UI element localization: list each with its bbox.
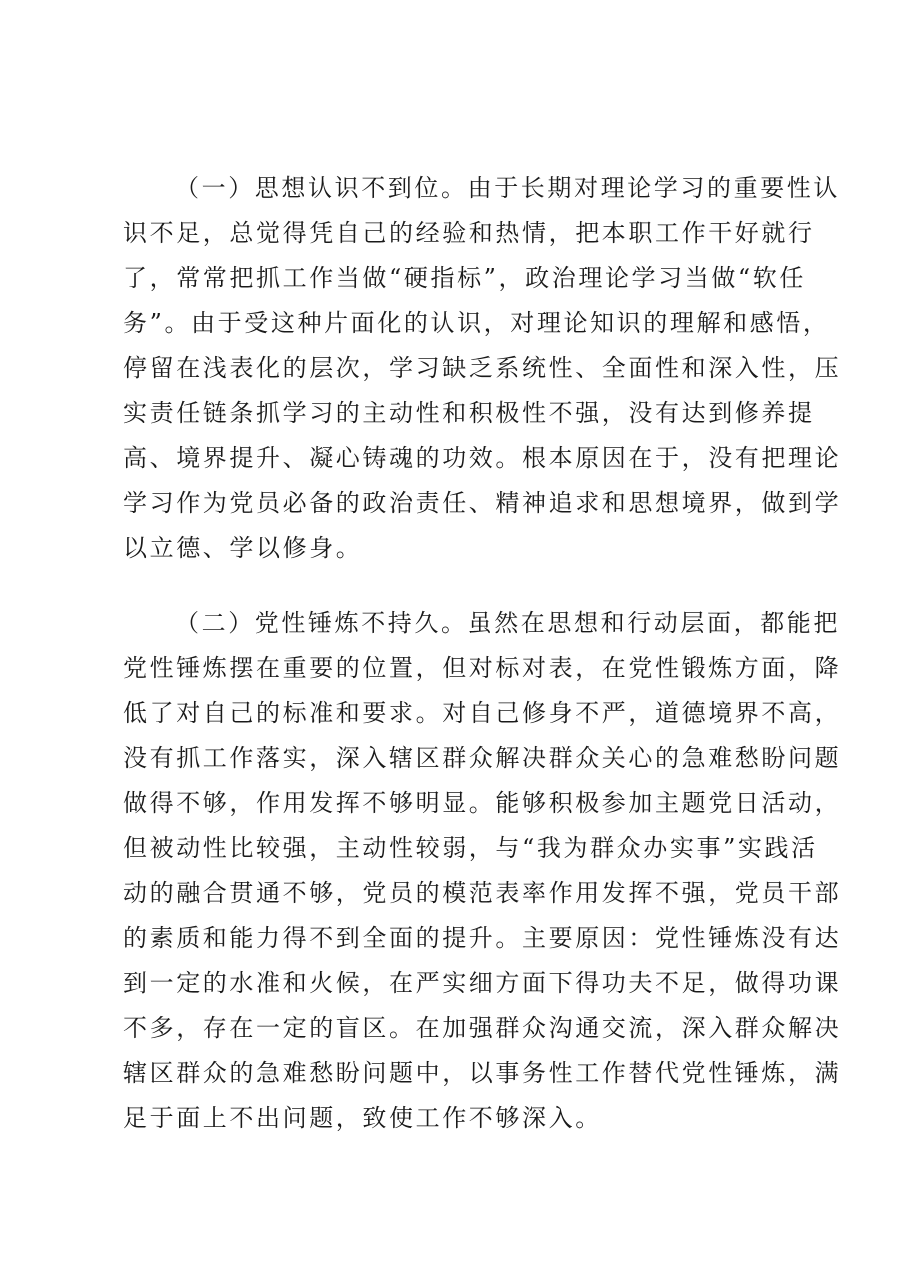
paragraph-line: （二）党性锤炼不持久。虽然在思想和行动层面，都能把 xyxy=(175,609,840,637)
paragraph-line: 停留在浅表化的层次，学习缺乏系统性、全面性和深入性，压 xyxy=(123,354,842,382)
paragraph-line: 识不足，总觉得凭自己的经验和热情，把本职工作干好就行 xyxy=(123,219,815,247)
paragraph-line: 低了对自己的标准和要求。对自己修身不严，道德境界不高， xyxy=(123,699,842,727)
paragraph-2 xyxy=(123,601,842,1141)
paragraph-line: 到一定的水准和火候，在严实细方面下得功夫不足，做得功课 xyxy=(123,969,842,997)
paragraph-line: 动的融合贯通不够，党员的模范表率作用发挥不强，党员干部 xyxy=(123,879,842,907)
paragraph-line: 但被动性比较强，主动性较弱，与“我为群众办实事”实践活 xyxy=(123,834,818,862)
paragraph-line: 没有抓工作落实，深入辖区群众解决群众关心的急难愁盼问题 xyxy=(123,744,842,772)
paragraph-line: 务”。由于受这种片面化的认识，对理论知识的理解和感悟， xyxy=(123,309,830,337)
paragraph-1 xyxy=(123,166,842,571)
paragraph-line: 足于面上不出问题，致使工作不够深入。 xyxy=(123,1104,602,1132)
paragraph-line: 高、境界提升、凝心铸魂的功效。根本原因在于，没有把理论 xyxy=(123,444,842,472)
paragraph-line: 实责任链条抓学习的主动性和积极性不强，没有达到修养提 xyxy=(123,399,815,427)
paragraph-line: 党性锤炼摆在重要的位置，但对标对表，在党性锻炼方面，降 xyxy=(123,654,842,682)
paragraph-line: 的素质和能力得不到全面的提升。主要原因：党性锤炼没有达 xyxy=(123,924,842,952)
paragraph-line: 做得不够，作用发挥不够明显。能够积极参加主题党日活动， xyxy=(123,789,842,817)
paragraph-line: 了，常常把抓工作当做“硬指标”，政治理论学习当做“软任 xyxy=(123,264,807,292)
paragraph-line: 以立德、学以修身。 xyxy=(123,534,363,562)
paragraph-line: 不多，存在一定的盲区。在加强群众沟通交流，深入群众解决 xyxy=(123,1014,842,1042)
paragraph-line: （一）思想认识不到位。由于长期对理论学习的重要性认 xyxy=(175,174,840,202)
paragraph-line: 辖区群众的急难愁盼问题中，以事务性工作替代党性锤炼，满 xyxy=(123,1059,842,1087)
paragraph-line: 学习作为党员必备的政治责任、精神追求和思想境界，做到学 xyxy=(123,489,842,517)
